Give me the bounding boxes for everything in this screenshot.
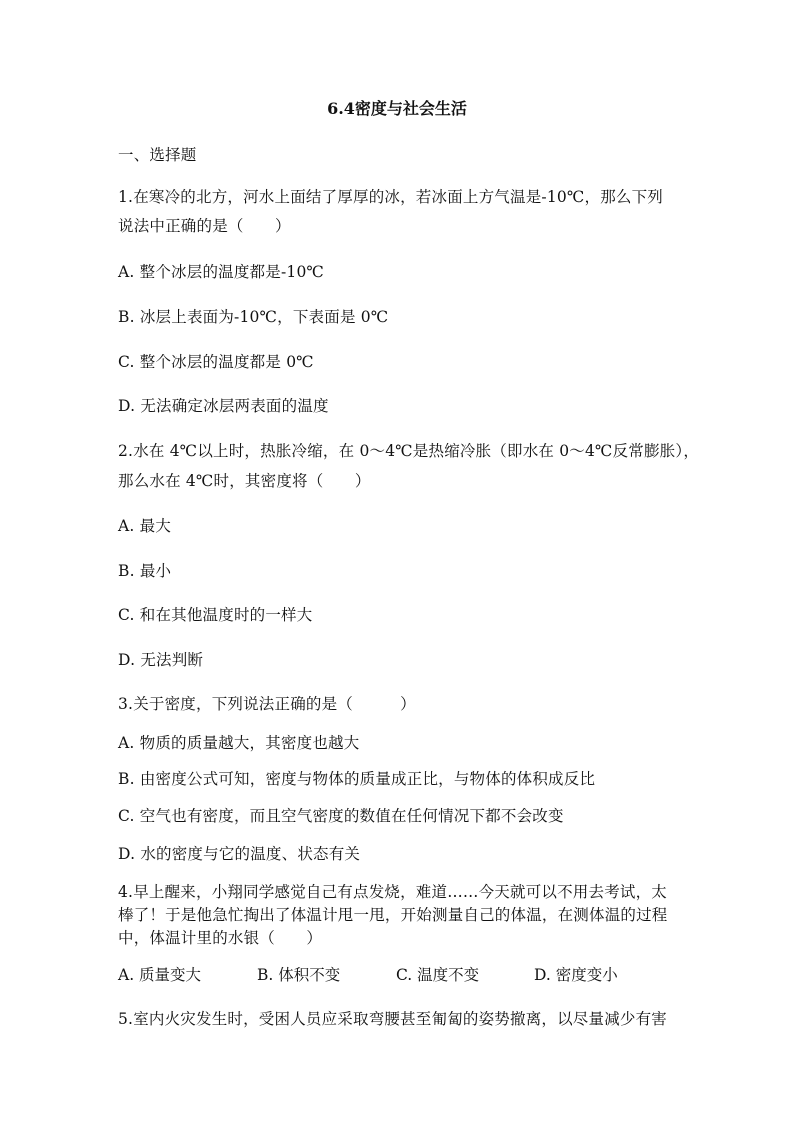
q4-stem-line1: 4.早上醒来，小翔同学感觉自己有点发烧，难道……今天就可以不用去考试，太 — [118, 883, 667, 901]
q3-stem-line1: 3.关于密度，下列说法正确的是（ ） — [118, 695, 416, 713]
q1-option-d: D. 无法确定冰层两表面的温度 — [118, 397, 329, 415]
q2-stem-line1: 2.水在 4℃以上时，热胀冷缩，在 0～4℃是热缩冷胀（即水在 0～4℃反常膨胀）， — [118, 442, 700, 460]
q2-option-a: A. 最大 — [118, 517, 172, 535]
q4-options-row — [118, 965, 678, 985]
q4-stem-line2: 棒了！于是他急忙掏出了体温计甩一甩，开始测量自己的体温，在测体温的过程 — [118, 906, 668, 924]
q4-stem-line3: 中，体温计里的水银（ ） — [118, 929, 323, 947]
q2-option-b: B. 最小 — [118, 562, 172, 580]
q2-option-d: D. 无法判断 — [118, 651, 204, 669]
q4-option-b: B. 体积不变 — [257, 966, 341, 984]
q4-option-d: D. 密度变小 — [534, 966, 618, 984]
q3-option-c: C. 空气也有密度，而且空气密度的数值在任何情况下都不会改变 — [118, 807, 564, 825]
q2-option-c: C. 和在其他温度时的一样大 — [118, 606, 313, 624]
q1-stem-line2: 说法中正确的是（ ） — [118, 217, 291, 235]
q4-option-c: C. 温度不变 — [396, 966, 480, 984]
q1-option-b: B. 冰层上表面为-10℃，下表面是 0℃ — [118, 308, 389, 326]
q5-stem-line1: 5.室内火灾发生时，受困人员应采取弯腰甚至匍匐的姿势撤离，以尽量减少有害 — [118, 1010, 667, 1028]
page-title: 6.4密度与社会生活 — [327, 99, 467, 118]
q4-option-a: A. 质量变大 — [118, 966, 202, 984]
q1-stem-line1: 1.在寒冷的北方，河水上面结了厚厚的冰，若冰面上方气温是-10℃，那么下列 — [118, 188, 663, 206]
section-heading: 一、选择题 — [118, 146, 197, 164]
q3-option-d: D. 水的密度与它的温度、状态有关 — [118, 845, 361, 863]
q2-stem-line2: 那么水在 4℃时，其密度将（ ） — [118, 472, 371, 490]
q3-option-b: B. 由密度公式可知，密度与物体的质量成正比，与物体的体积成反比 — [118, 770, 596, 788]
q1-option-a: A. 整个冰层的温度都是-10℃ — [118, 263, 325, 281]
q1-option-c: C. 整个冰层的温度都是 0℃ — [118, 353, 314, 371]
q3-option-a: A. 物质的质量越大，其密度也越大 — [118, 734, 360, 752]
